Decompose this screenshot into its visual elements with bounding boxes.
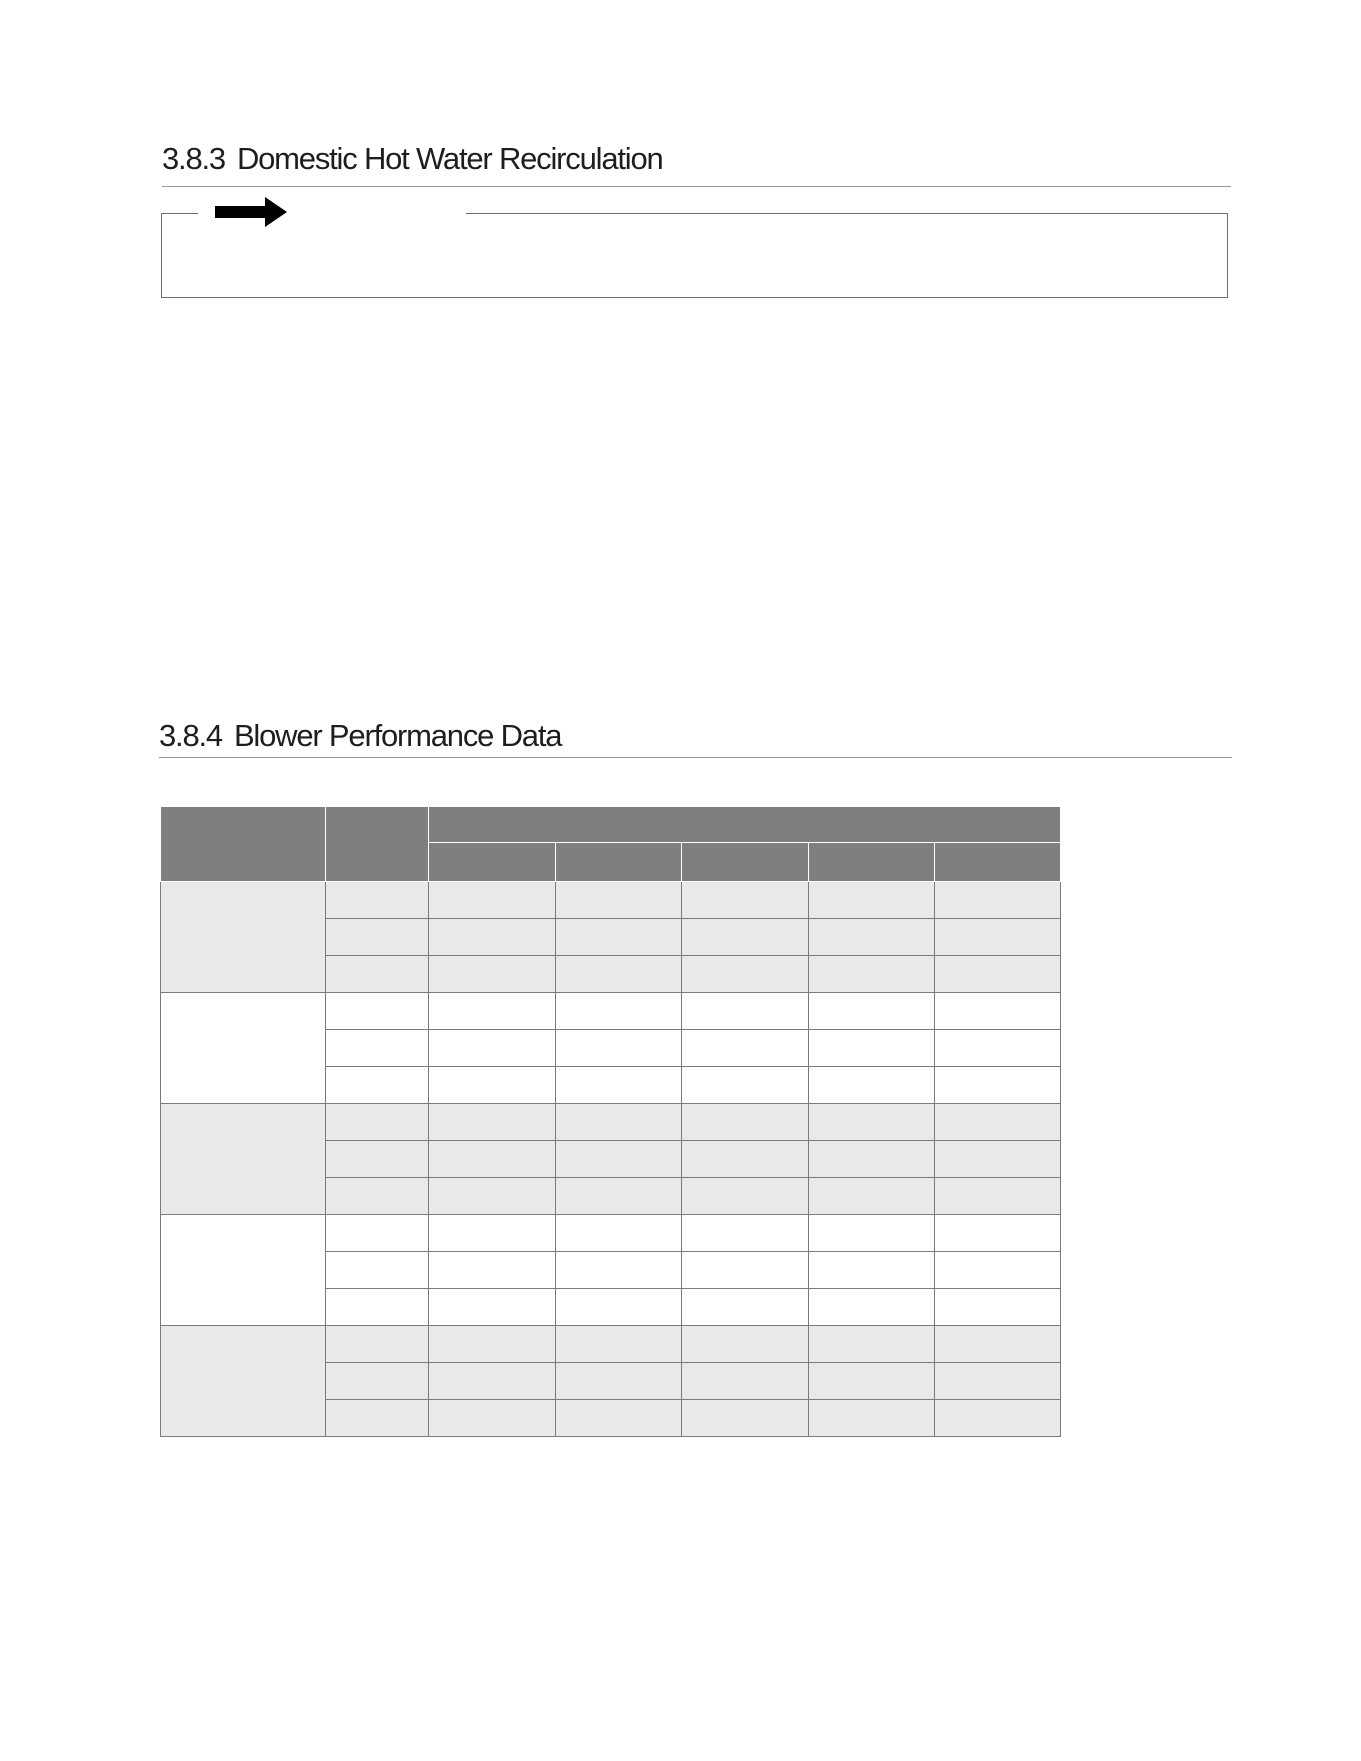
table-cell <box>935 1289 1061 1326</box>
header-subcell <box>682 843 809 882</box>
table-cell <box>682 1067 809 1104</box>
table-cell <box>325 993 428 1030</box>
header-subcell <box>555 843 682 882</box>
table-cell <box>682 1215 809 1252</box>
table-cell <box>555 1252 682 1289</box>
table-cell <box>682 1326 809 1363</box>
table-cell <box>429 919 556 956</box>
section-number: 3.8.4 <box>159 718 222 753</box>
table-cell <box>429 882 556 919</box>
table-cell <box>935 1178 1061 1215</box>
table-cell <box>808 1289 935 1326</box>
table-cell <box>555 882 682 919</box>
table-cell <box>555 1067 682 1104</box>
table-cell <box>808 1326 935 1363</box>
table-row <box>161 1326 1061 1363</box>
table-cell <box>325 1030 428 1067</box>
group-label-cell <box>161 1215 326 1326</box>
table-cell <box>935 1030 1061 1067</box>
table-cell <box>682 1400 809 1437</box>
table-cell <box>808 1141 935 1178</box>
table-row <box>161 1104 1061 1141</box>
table-cell <box>935 1215 1061 1252</box>
table-cell <box>935 882 1061 919</box>
header-subcell <box>935 843 1061 882</box>
group-label-cell <box>161 882 326 993</box>
table-cell <box>935 1363 1061 1400</box>
table-cell <box>555 1178 682 1215</box>
table-cell <box>682 1252 809 1289</box>
table-cell <box>325 1400 428 1437</box>
table-cell <box>808 1067 935 1104</box>
table-cell <box>808 1363 935 1400</box>
group-label-cell <box>161 993 326 1104</box>
table-cell <box>555 1104 682 1141</box>
table-cell <box>555 1141 682 1178</box>
table-cell <box>935 1141 1061 1178</box>
table-cell <box>935 1400 1061 1437</box>
table-cell <box>808 993 935 1030</box>
table-cell <box>682 919 809 956</box>
note-box <box>161 213 1228 298</box>
header-subcell <box>808 843 935 882</box>
table-cell <box>555 1215 682 1252</box>
section-number: 3.8.3 <box>162 141 225 176</box>
group-label-cell <box>161 1104 326 1215</box>
table-cell <box>325 1252 428 1289</box>
header-subcell <box>429 843 556 882</box>
right-arrow-icon <box>215 197 287 227</box>
table-cell <box>429 1030 556 1067</box>
table-cell <box>429 1067 556 1104</box>
table-cell <box>429 1104 556 1141</box>
table-cell <box>808 1400 935 1437</box>
table-cell <box>935 1104 1061 1141</box>
table-cell <box>429 956 556 993</box>
table-cell <box>935 993 1061 1030</box>
table-row-group <box>161 1104 1061 1215</box>
table-cell <box>682 1030 809 1067</box>
table-cell <box>555 993 682 1030</box>
table-cell <box>325 956 428 993</box>
table-cell <box>808 1215 935 1252</box>
table-cell <box>429 1252 556 1289</box>
table-cell <box>429 993 556 1030</box>
header-cell <box>325 807 428 882</box>
table-cell <box>325 1363 428 1400</box>
table-cell <box>808 1178 935 1215</box>
table-cell <box>325 1067 428 1104</box>
table-row <box>161 882 1061 919</box>
table-cell <box>555 1326 682 1363</box>
table-cell <box>325 1104 428 1141</box>
table-cell <box>325 882 428 919</box>
section-heading-3-8-4 <box>159 718 1232 758</box>
table-cell <box>555 1363 682 1400</box>
group-label-cell <box>161 1326 326 1437</box>
table-cell <box>429 1215 556 1252</box>
table-cell <box>429 1400 556 1437</box>
table-row <box>161 1215 1061 1252</box>
table-cell <box>325 1141 428 1178</box>
table-cell <box>682 1178 809 1215</box>
table-cell <box>555 919 682 956</box>
table-cell <box>808 919 935 956</box>
blower-performance-table <box>160 806 1061 1437</box>
table-cell <box>555 1030 682 1067</box>
table-cell <box>682 1104 809 1141</box>
table-row <box>161 993 1061 1030</box>
table-cell <box>555 956 682 993</box>
table-cell <box>935 1326 1061 1363</box>
table-cell <box>325 1326 428 1363</box>
table-cell <box>325 1289 428 1326</box>
table-cell <box>325 1215 428 1252</box>
table-cell <box>682 1363 809 1400</box>
table-cell <box>429 1178 556 1215</box>
table-cell <box>808 882 935 919</box>
table-cell <box>682 1289 809 1326</box>
header-cell <box>161 807 326 882</box>
table-cell <box>682 1141 809 1178</box>
table-cell <box>935 919 1061 956</box>
table-header <box>161 807 1061 882</box>
header-group-cell <box>429 807 1061 843</box>
section-heading-3-8-3 <box>162 141 1231 187</box>
table-cell <box>682 882 809 919</box>
table-cell <box>808 1030 935 1067</box>
table-cell <box>429 1141 556 1178</box>
table-row-group <box>161 882 1061 993</box>
table-row-group <box>161 1326 1061 1437</box>
section-title: Domestic Hot Water Recirculation <box>236 141 663 176</box>
table-row-group <box>161 993 1061 1104</box>
table-cell <box>808 1104 935 1141</box>
table-cell <box>429 1363 556 1400</box>
table-row-group <box>161 1215 1061 1326</box>
table-cell <box>325 919 428 956</box>
table-cell <box>808 1252 935 1289</box>
table-cell <box>325 1178 428 1215</box>
section-title: Blower Performance Data <box>233 718 562 753</box>
table-cell <box>935 956 1061 993</box>
table-cell <box>682 993 809 1030</box>
table-cell <box>935 1067 1061 1104</box>
table-cell <box>429 1326 556 1363</box>
table-cell <box>682 956 809 993</box>
table-cell <box>935 1252 1061 1289</box>
table-cell <box>429 1289 556 1326</box>
table-cell <box>555 1289 682 1326</box>
table-cell <box>555 1400 682 1437</box>
table-cell <box>808 956 935 993</box>
